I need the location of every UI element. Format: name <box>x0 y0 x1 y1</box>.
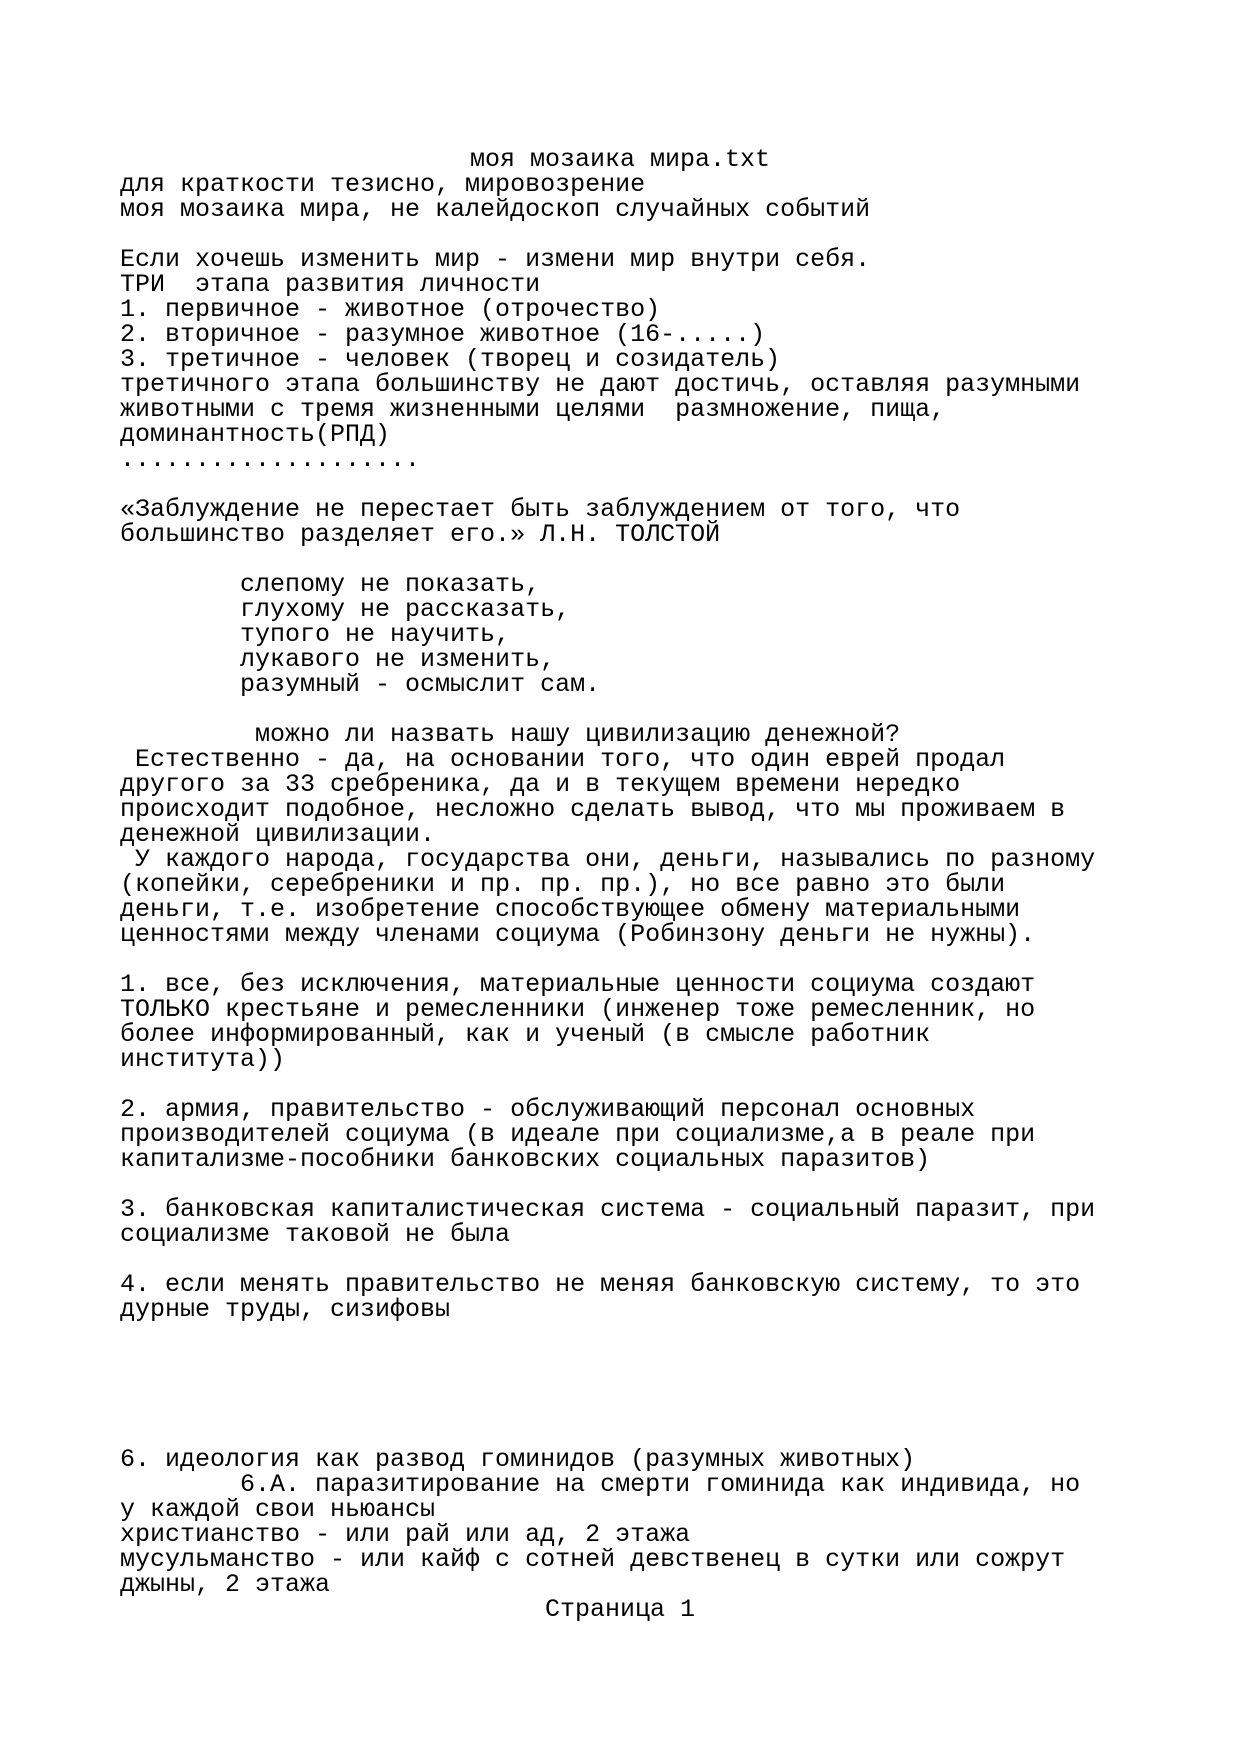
page-number: Страница 1 <box>544 1595 696 1624</box>
blank-line <box>120 1247 1220 1272</box>
blank-line <box>120 1372 1220 1397</box>
blank-line <box>120 1322 1220 1347</box>
text-line: лукавого не изменить, <box>120 645 556 674</box>
text-line: джыны, 2 этажа <box>120 1570 331 1599</box>
document-body <box>120 172 1220 1597</box>
text-line: происходит подобное, несложно сделать вывод, что мы проживаем в <box>120 795 1066 824</box>
text-line: 3. банковская капиталистическая система - социальный паразит, при <box>120 1195 1096 1224</box>
text-line: животными с тремя жизненными целями размножение, пища, <box>120 395 946 424</box>
text-line: социализме таковой не была <box>120 1220 511 1249</box>
text-line: 3. третичное - человек (творец и созидатель) <box>120 345 781 374</box>
file-title: моя мозаика мира.txt <box>469 145 771 174</box>
text-line: мусульманство - или кайф с сотней девственец в сутки или сожрут <box>120 1545 1066 1574</box>
text-line: деньги, т.е. изобретение способствующее обмену материальными <box>120 895 1021 924</box>
text-line: моя мозаика мира, не калейдоскоп случайных событий <box>120 195 871 224</box>
text-line: тупого не научить, <box>120 620 511 649</box>
text-line: христианство - или рай или ад, 2 этажа <box>120 1520 691 1549</box>
text-line: у каждой свои ньюансы <box>120 1495 436 1524</box>
blank-line <box>120 1397 1220 1422</box>
blank-line <box>120 947 1220 972</box>
text-line: института)) <box>120 1045 286 1074</box>
text-line: производителей социума (в идеале при социализме,а в реале при <box>120 1120 1036 1149</box>
blank-line <box>120 1172 1220 1197</box>
text-line: ТРИ этапа развития личности <box>120 270 541 299</box>
blank-line <box>120 472 1220 497</box>
text-line: большинство разделяет его.» Л.Н. ТОЛСТОЙ <box>120 520 721 549</box>
text-line: доминантность(РПД) <box>120 420 391 449</box>
blank-line <box>120 547 1220 572</box>
text-line: для краткости тезисно, мировозрение <box>120 170 646 199</box>
blank-line <box>120 1422 1220 1447</box>
text-line: (копейки, серебреники и пр. пр. пр.), но все равно это были <box>120 870 1006 899</box>
text-line: другого за 33 сребреника, да и в текущем времени нередко <box>120 770 961 799</box>
blank-line <box>120 1347 1220 1372</box>
text-line: 2. армия, правительство - обслуживающий персонал основных <box>120 1095 976 1124</box>
text-line: глухому не рассказать, <box>120 595 571 624</box>
text-line: ТОЛЬКО крестьяне и ремесленники (инженер тоже ремесленник, но <box>120 995 1036 1024</box>
text-line: Если хочешь изменить мир - измени мир внутри себя. <box>120 245 871 274</box>
text-line: капитализме-пособники банковских социальных паразитов) <box>120 1145 931 1174</box>
text-line: 2. вторичное - разумное животное (16-.....) <box>120 320 766 349</box>
text-line: 4. если менять правительство не меняя банковскую систему, то это <box>120 1270 1081 1299</box>
text-line: более информированный, как и ученый (в смысле работник <box>120 1020 931 1049</box>
text-line: У каждого народа, государства они, деньги, назывались по разному <box>120 845 1096 874</box>
text-line: слепому не показать, <box>120 570 541 599</box>
text-line: 6.А. паразитирование на смерти гоминида как индивида, но <box>120 1470 1081 1499</box>
blank-line <box>120 697 1220 722</box>
text-line: 6. идеология как развод гоминидов (разумных животных) <box>120 1445 916 1474</box>
text-line: разумный - осмыслит сам. <box>120 670 601 699</box>
text-line: третичного этапа большинству не дают достичь, оставляя разумными <box>120 370 1081 399</box>
text-line: денежной цивилизации. <box>120 820 436 849</box>
text-line: Естественно - да, на основании того, что один еврей продал <box>120 745 1006 774</box>
text-line: 1. все, без исключения, материальные ценности социума создают <box>120 970 1036 999</box>
text-line: 1. первичное - животное (отрочество) <box>120 295 661 324</box>
text-line: дурные труды, сизифовы <box>120 1295 451 1324</box>
text-line: ценностями между членами социума (Робинзону деньги не нужны). <box>120 920 1036 949</box>
text-line: «Заблуждение не перестает быть заблуждением от того, что <box>120 495 961 524</box>
blank-line <box>120 222 1220 247</box>
text-line: можно ли назвать нашу цивилизацию денежной? <box>120 720 901 749</box>
blank-line <box>120 1072 1220 1097</box>
text-line: .................... <box>120 445 421 474</box>
